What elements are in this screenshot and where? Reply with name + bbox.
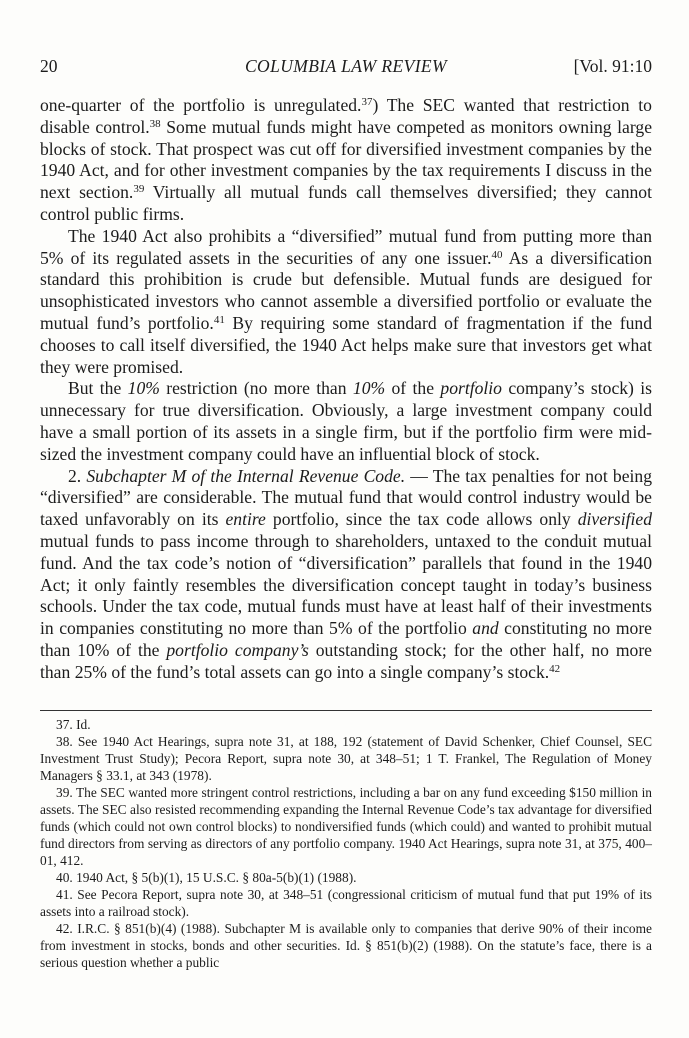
footnote-ref: 42 xyxy=(549,662,561,675)
italic-text: Subchapter M of the Internal Revenue Code. xyxy=(86,465,406,486)
text-run: outstanding stock; for the other half, no more than 25% of the fund’s total assets can go into a single company’s stock. xyxy=(40,639,652,682)
footnote-38: 38. See 1940 Act Hearings, supra note 31, at 188, 192 (statement of David Schenker, Chief Counsel, SEC Investment Trust Study); Pecora Report, supra note 30, at 348–51; 1 T. Frankel, The Regulation of Money Managers § 33.1, at 343 (1978). xyxy=(40,734,652,783)
running-header xyxy=(40,56,652,80)
italic-text: portfolio xyxy=(440,378,502,399)
paragraph xyxy=(40,95,652,226)
text-run: portfolio, since the tax code allows only xyxy=(265,509,578,530)
italic-text: 10% xyxy=(127,378,160,399)
text-run: company’s stock) is unnecessary for true diversification. Obviously, a large investment company could have a small portion of its assets in a single firm, but if the portfolio firm were mid-sized the investment company could have an influential block of stock. xyxy=(40,378,653,464)
italic-text: 10% xyxy=(352,378,386,399)
footnote-42: 42. I.R.C. § 851(b)(4) (1988). Subchapter M is available only to companies that derive 90% of their income from investment in stocks, bonds and other securities. Id. § 851(b)(2) (1988). On the statute’s face, there is a serious question whether a public xyxy=(40,921,652,970)
text-run: one-quarter of the portfolio is unregulated. xyxy=(40,95,362,115)
text-run: Virtually all mutual funds call themselves diversified; they cannot control public firms. xyxy=(40,182,652,224)
text-run: mutual funds to pass income through to shareholders, untaxed to the conduit mutual fund. And the tax code’s notion of “diversification” parallels that found in the 1940 Act; it only faintly resembles the diversification concept taught in today’s business schools. Under the tax code, mutual funds must have at least half of their investments in companies constituting no more than 5% of the portfolio xyxy=(40,530,652,639)
text-run: The 1940 Act also prohibits a “diversified” mutual fund from putting more than 5% of its regulated assets in the securities of any one issuer. xyxy=(40,225,652,268)
footnote-divider xyxy=(40,710,652,711)
italic-text: diversified xyxy=(577,509,652,530)
main-text xyxy=(40,95,652,684)
text-run: But the xyxy=(68,378,128,399)
italic-text: and xyxy=(472,618,499,639)
text-run: restriction (no more than xyxy=(159,378,353,399)
italic-text: portfolio company’s xyxy=(166,639,309,660)
text-run: By requiring some standard of fragmentation if the fund chooses to call itself diversified, the 1940 Act helps make sure that investors get what they were promised. xyxy=(40,312,652,377)
paragraph xyxy=(40,466,652,684)
paragraph xyxy=(40,226,652,379)
footnote-41: 41. See Pecora Report, supra note 30, at 348–51 (congressional criticism of mutual fund that put 19% of its assets into a railroad stock). xyxy=(40,887,652,919)
page-number: 20 xyxy=(40,56,58,76)
footnotes xyxy=(40,716,652,971)
text-run: constituting no more than 10% of the xyxy=(40,618,652,660)
italic-text: entire xyxy=(225,509,266,530)
paragraph xyxy=(40,378,652,465)
text-run: ) The SEC wanted that restriction to disable control. xyxy=(40,95,652,137)
journal-title: COLUMBIA LAW REVIEW xyxy=(244,56,447,76)
footnote-39: 39. The SEC wanted more stringent control restrictions, including a bar on any fund exceeding $150 million in assets. The SEC also resisted recommending expanding the Internal Revenue Code’s tax advantage for diversified funds (which could not own control blocks) to nondiversified funds (which could) and wanted to prohibit mutual fund directors from serving as directors of any portfolio company. 1940 Act Hearings, supra note 31, at 375, 400–01, 412. xyxy=(40,785,652,868)
footnote-40: 40. 1940 Act, § 5(b)(1), 15 U.S.C. § 80a-5(b)(1) (1988). xyxy=(56,870,357,885)
text-run: 2. xyxy=(68,465,87,486)
footnote-ref: 41 xyxy=(213,313,225,326)
text-run: Some mutual funds might have competed as monitors owning large blocks of stock. That prospect was cut off for diversified investment companies by the 1940 Act, and for other investment companies by the tax requirements I discuss in the next section. xyxy=(40,116,653,203)
text-run: As a diversification standard this prohibition is crude but defensible. Mutual funds are desigued for unsophisticated investors who cannot assemble a diversified portfolio or evaluate the mutual fund’s portfolio. xyxy=(40,247,652,333)
footnote-ref: 38 xyxy=(149,117,161,130)
footnote-37: 37. Id. xyxy=(56,717,91,732)
footnote-ref: 37 xyxy=(361,96,373,108)
volume-label: [Vol. 91:10 xyxy=(573,56,652,76)
footnote-ref: 39 xyxy=(133,183,145,196)
footnote-ref: 40 xyxy=(491,248,503,261)
text-run: of the xyxy=(385,378,441,399)
text-run: — The tax penalties for not being “diversified” are considerable. The mutual fund that would control industry would be taxed unfavorably on its xyxy=(40,465,652,530)
